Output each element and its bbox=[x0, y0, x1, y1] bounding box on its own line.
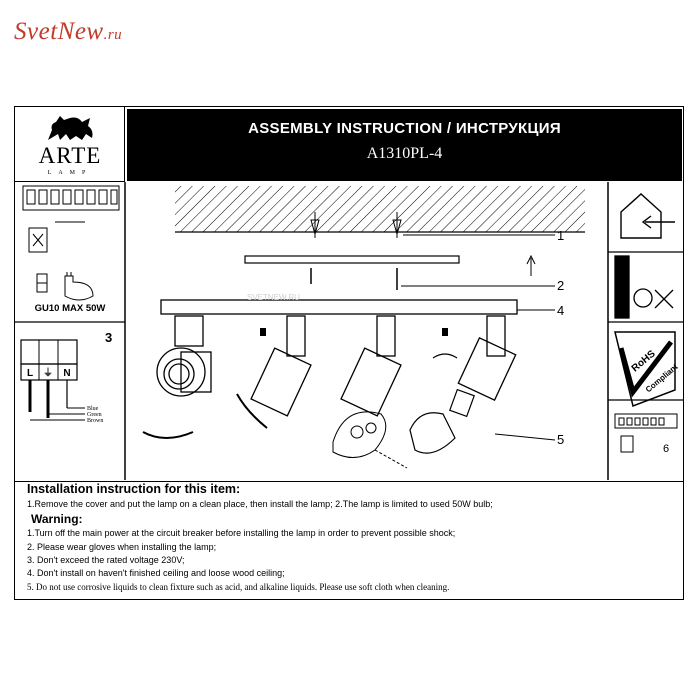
rohs-text: RoHS bbox=[629, 348, 658, 375]
screw-icon bbox=[311, 268, 397, 290]
page-title: ASSEMBLY INSTRUCTION / ИНСТРУКЦИЯ bbox=[248, 120, 561, 137]
glove-hand-icon bbox=[333, 412, 407, 468]
rotate-arrow-icon bbox=[143, 432, 193, 438]
warning-item-5: 5. Do not use corrosive liquids to clean fixture such as acid, and alkaline liquids. Please use soft cloth when cleaning. bbox=[27, 582, 450, 592]
warning-item-3: 3. Don't exceed the rated voltage 230V; bbox=[27, 555, 185, 565]
warning-title: Warning: bbox=[31, 512, 83, 526]
terminal-l: L bbox=[26, 368, 34, 379]
wire-brown: Brown bbox=[87, 418, 104, 424]
spotlight-1-icon bbox=[157, 316, 211, 396]
wire-blue: Blue bbox=[87, 406, 99, 412]
model-number: A1310PL-4 bbox=[366, 145, 443, 162]
instructions-text: 1.Remove the cover and put the lamp on a clean place, then install the lamp; 2.The lamp is limited to used 50W bulb; bbox=[27, 499, 493, 509]
no-heat-icon bbox=[608, 256, 683, 322]
instructions-title: Installation instruction for this item: bbox=[27, 482, 241, 496]
gu10-bulb-icon bbox=[37, 272, 93, 300]
terminal-earth: ⏚ bbox=[43, 368, 53, 379]
ceiling-hatch bbox=[175, 186, 585, 232]
wire-green: Green bbox=[87, 412, 102, 418]
wiring-terminal-block bbox=[21, 340, 85, 420]
warning-item-4: 4. Don't install on haven't finished ceiling and loose wood ceiling; bbox=[27, 568, 285, 578]
bulb-spec: GU10 MAX 50W bbox=[34, 303, 106, 314]
step-3: 3 bbox=[105, 330, 113, 345]
step-5: 5 bbox=[557, 432, 565, 447]
watermark-suffix: .ru bbox=[103, 27, 123, 43]
spotlight-3-icon bbox=[341, 316, 401, 416]
spotlight-4-icon bbox=[458, 316, 515, 400]
step-4: 4 bbox=[557, 303, 565, 318]
switch-panel-icon bbox=[23, 186, 119, 252]
watermark-text: SvetNew bbox=[14, 18, 104, 45]
diagram-watermark: SVETNEW.RU bbox=[247, 293, 300, 302]
bulb-insertion-icon bbox=[410, 390, 555, 454]
fixture-bar bbox=[161, 300, 517, 314]
site-watermark bbox=[14, 18, 122, 46]
warning-item-1: 1.Turn off the main power at the circuit breaker before installing the lamp in order to prevent possible shock; bbox=[27, 528, 456, 538]
warning-item-2: 2. Please wear gloves when installing the lamp; bbox=[27, 542, 217, 552]
bar-screw-icon bbox=[260, 328, 448, 336]
step-1: 1 bbox=[557, 228, 565, 243]
brand-name: ARTE bbox=[38, 143, 102, 168]
assembly-diagram bbox=[15, 182, 683, 480]
swivel-arrow-icon bbox=[433, 354, 457, 358]
step-2: 2 bbox=[557, 278, 565, 293]
indoor-use-icon bbox=[608, 194, 683, 252]
brand-subtitle: LAMP bbox=[47, 170, 93, 176]
compliant-text: Compliant bbox=[643, 362, 680, 395]
terminal-n: N bbox=[63, 368, 71, 379]
mounting-plate bbox=[245, 256, 459, 263]
step-6: 6 bbox=[663, 443, 670, 455]
griffin-logo-icon bbox=[42, 112, 98, 144]
